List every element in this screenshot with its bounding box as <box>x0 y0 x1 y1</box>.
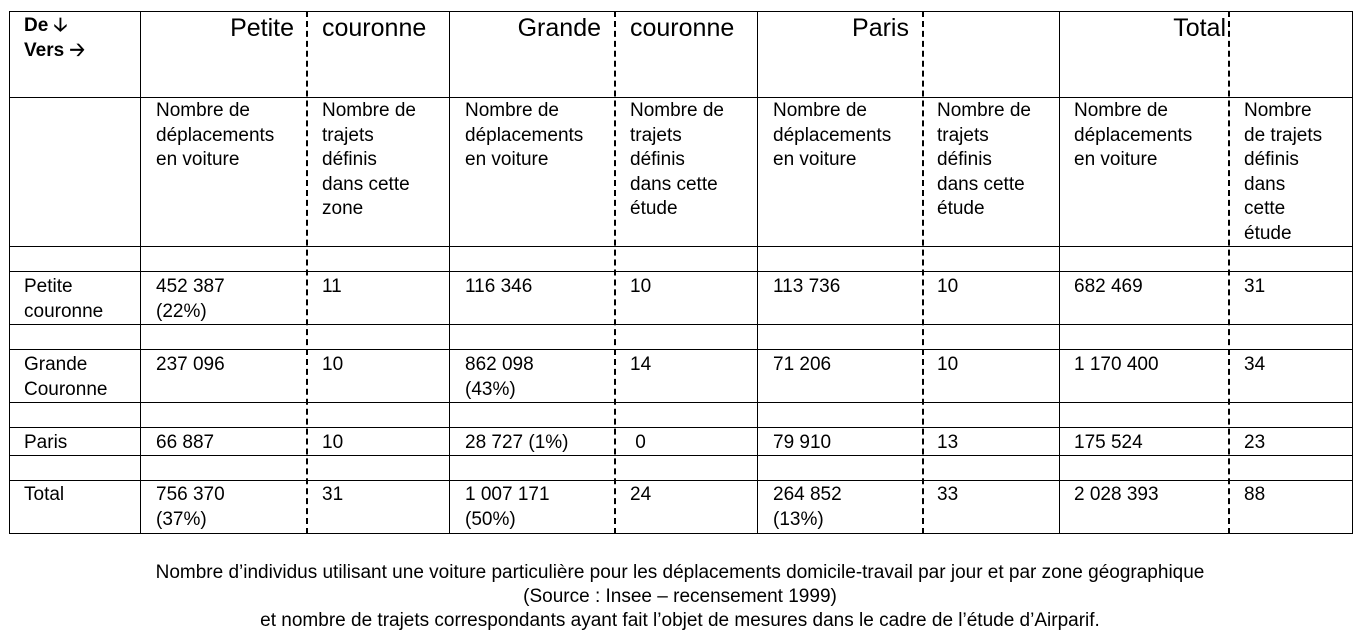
table-cell <box>773 483 842 532</box>
row-label <box>24 275 103 324</box>
cell-value: (22%) <box>156 300 207 322</box>
subheader-trip-count <box>465 99 583 173</box>
text-line: étude <box>630 198 678 219</box>
cell-value: 28 727 (1%) <box>465 432 569 453</box>
rule <box>9 11 10 534</box>
cell-value: 88 <box>1244 484 1266 505</box>
text-line: dans cette <box>322 173 410 195</box>
corner-to <box>24 39 85 63</box>
rule <box>757 11 758 534</box>
table-cell <box>1244 431 1265 456</box>
rule <box>9 402 1353 403</box>
table-cell <box>322 431 343 456</box>
text-line: déplacements <box>465 124 584 146</box>
table-cell <box>937 275 958 300</box>
rule <box>306 11 308 534</box>
rule <box>449 11 450 534</box>
cell-value: 10 <box>630 276 652 297</box>
text-line: en voiture <box>465 149 549 170</box>
text-line: en voiture <box>1074 149 1158 170</box>
subheader-trip-count <box>773 99 891 173</box>
table-cell <box>465 483 550 532</box>
table-cell <box>630 483 651 508</box>
row-label <box>24 353 107 402</box>
text-line: Nombre de <box>937 100 1031 121</box>
rule <box>9 97 1353 98</box>
text-line: Petite <box>24 276 73 297</box>
cell-value: 10 <box>322 432 344 453</box>
cell-value: 23 <box>1244 432 1266 453</box>
cell-value: 34 <box>1244 354 1266 375</box>
text-line: définis <box>630 149 685 170</box>
cell-value: 1 007 171 <box>465 484 550 505</box>
table-cell <box>773 275 840 300</box>
cell-value: 1 170 400 <box>1074 354 1159 375</box>
table-cell <box>773 353 831 378</box>
table-cell <box>156 353 225 378</box>
cell-value: 71 206 <box>773 354 832 375</box>
cell-value: 10 <box>937 276 959 297</box>
text-line: Nombre de <box>773 100 867 121</box>
cell-value: (43%) <box>465 378 516 400</box>
arrow-right-icon: 🡢 <box>69 40 85 61</box>
cell-value: 66 887 <box>156 432 215 453</box>
rule <box>1059 11 1060 534</box>
text-line: Nombre de <box>322 100 416 121</box>
text-line: Nombre de <box>156 100 250 121</box>
subheader-route-count <box>1244 99 1322 246</box>
text-line: définis <box>322 149 377 170</box>
rule <box>9 533 1353 534</box>
row-label <box>24 483 64 508</box>
cell-value: 116 346 <box>465 276 533 297</box>
text-line: zone <box>322 198 364 219</box>
table-cell <box>1074 431 1143 456</box>
cell-value: 13 <box>937 432 959 453</box>
table-cell <box>937 431 958 456</box>
rule <box>922 11 924 534</box>
rule <box>9 271 1353 272</box>
corner-to-label: Vers <box>24 40 65 61</box>
cell-value: 452 387 <box>156 276 225 297</box>
text-line: trajets <box>937 124 989 146</box>
cell-value: (13%) <box>773 508 824 530</box>
group-header-left: Petite <box>230 14 294 42</box>
caption-line: Nombre d’individus utilisant une voiture particulière pour les déplacements domicile-travail par jour et par zone géographique <box>155 562 1205 583</box>
row-label <box>24 431 67 456</box>
cell-value: 862 098 <box>465 354 534 375</box>
text-line: étude <box>1244 222 1292 244</box>
caption-line: et nombre de trajets correspondants ayant fait l’objet de mesures dans le cadre de l’étude d’Airparif. <box>260 610 1100 631</box>
text-line: Total <box>24 484 65 505</box>
text-line: Paris <box>24 432 68 453</box>
table-caption <box>0 561 1360 633</box>
table-cell <box>465 353 534 402</box>
text-line: Grande <box>24 354 88 375</box>
table-cell <box>1074 353 1159 378</box>
table-cell <box>937 353 958 378</box>
corner-from <box>24 14 67 38</box>
rule <box>9 324 1353 325</box>
text-line: couronne <box>24 300 104 322</box>
cell-value: 24 <box>630 484 652 505</box>
table-cell <box>156 483 225 532</box>
cell-value: (37%) <box>156 508 207 530</box>
text-line: Couronne <box>24 378 108 400</box>
group-header-left: Paris <box>852 14 909 42</box>
rule <box>9 480 1353 481</box>
cell-value: (50%) <box>465 508 516 530</box>
cell-value: 31 <box>322 484 344 505</box>
text-line: en voiture <box>773 149 857 170</box>
table-cell <box>1074 275 1143 300</box>
table-cell <box>322 275 342 300</box>
text-line: Nombre <box>1244 100 1312 121</box>
cell-value: 33 <box>937 484 959 505</box>
cell-value: 0 <box>630 432 646 453</box>
rule <box>9 11 1353 12</box>
cell-value: 113 736 <box>773 276 841 297</box>
subheader-route-count <box>937 99 1031 222</box>
table-cell <box>773 431 831 456</box>
table-cell <box>156 431 214 456</box>
cell-value: 11 <box>322 276 342 297</box>
table-cell <box>322 353 343 378</box>
cell-value: 175 524 <box>1074 432 1143 453</box>
table-cell <box>1244 275 1265 300</box>
caption-source: (Source : Insee – recensement 1999) <box>523 586 837 607</box>
text-line: déplacements <box>773 124 892 146</box>
commute-table <box>9 11 1353 534</box>
text-line: Nombre de <box>1074 100 1168 121</box>
table-cell <box>937 483 958 508</box>
cell-value: 14 <box>630 354 652 375</box>
group-header-right: couronne <box>630 14 735 42</box>
cell-value: 10 <box>322 354 344 375</box>
cell-value: 79 910 <box>773 432 832 453</box>
group-header-left: Total <box>1173 14 1226 42</box>
text-line: trajets <box>630 124 682 146</box>
cell-value: 682 469 <box>1074 276 1143 297</box>
text-line: Nombre de <box>630 100 724 121</box>
table-cell <box>1074 483 1159 508</box>
text-line: définis <box>1244 149 1299 170</box>
text-line: cette <box>1244 198 1286 219</box>
text-line: de trajets <box>1244 124 1323 146</box>
table-cell <box>1244 353 1265 378</box>
text-line: dans <box>1244 173 1286 195</box>
text-line: dans cette <box>630 173 718 195</box>
group-header-left: Grande <box>517 14 601 42</box>
rule <box>9 246 1353 247</box>
text-line: déplacements <box>156 124 275 146</box>
rule <box>9 349 1353 350</box>
subheader-route-count <box>630 99 724 222</box>
corner-from-label: De <box>24 15 49 36</box>
table-cell <box>465 275 532 300</box>
table-cell <box>322 483 343 508</box>
cell-value: 237 096 <box>156 354 225 375</box>
rule <box>1352 11 1353 534</box>
table-cell <box>630 353 651 378</box>
subheader-trip-count <box>156 99 274 173</box>
text-line: définis <box>937 149 992 170</box>
cell-value: 31 <box>1244 276 1266 297</box>
text-line: trajets <box>322 124 374 146</box>
text-line: étude <box>937 198 985 219</box>
group-header-right: couronne <box>322 14 427 42</box>
cell-value: 264 852 <box>773 484 842 505</box>
text-line: Nombre de <box>465 100 559 121</box>
rule <box>614 11 616 534</box>
table-cell <box>156 275 225 324</box>
cell-value: 2 028 393 <box>1074 484 1159 505</box>
text-line: dans cette <box>937 173 1025 195</box>
rule <box>9 427 1353 428</box>
table-cell <box>1244 483 1265 508</box>
text-line: en voiture <box>156 149 240 170</box>
cell-value: 10 <box>937 354 959 375</box>
table-cell <box>630 275 651 300</box>
table-cell <box>465 431 569 456</box>
rule <box>140 11 141 534</box>
subheader-trip-count <box>1074 99 1192 173</box>
cell-value: 756 370 <box>156 484 225 505</box>
subheader-route-count <box>322 99 416 222</box>
arrow-down-icon: 🡣 <box>53 15 68 36</box>
table-cell <box>630 431 646 456</box>
text-line: déplacements <box>1074 124 1193 146</box>
rule <box>1228 11 1230 534</box>
